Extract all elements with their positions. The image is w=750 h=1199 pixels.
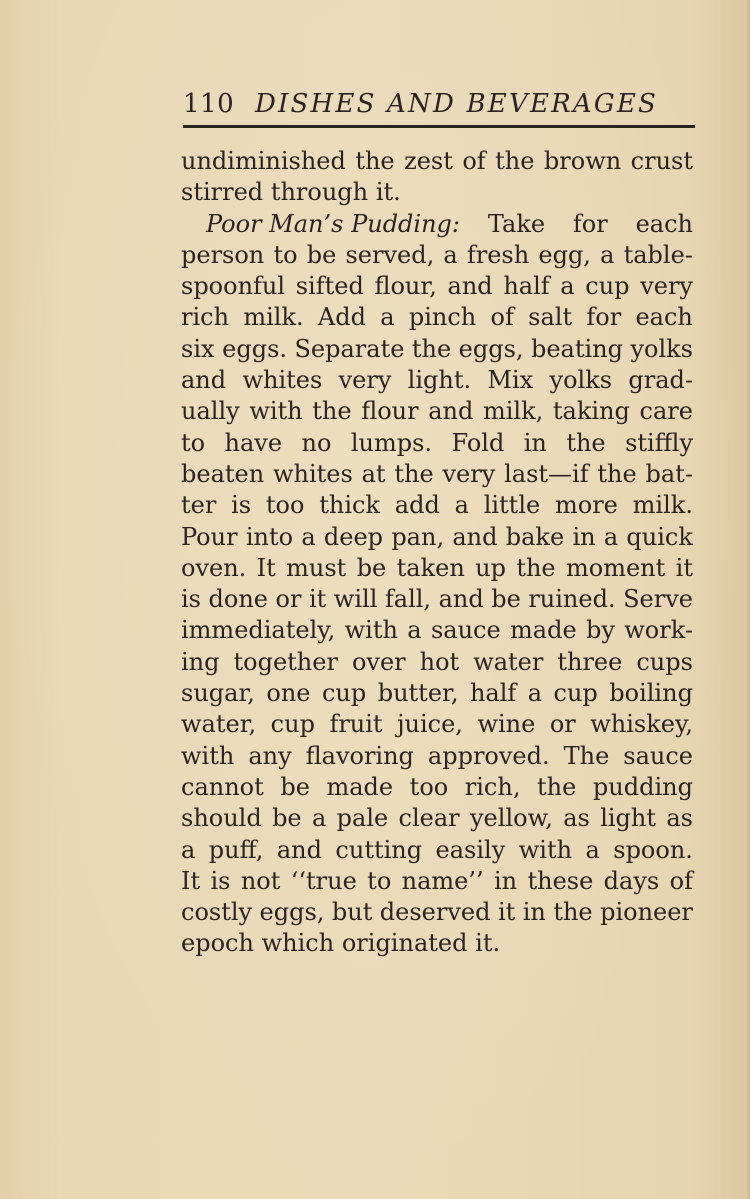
word: yellow, [470, 804, 553, 833]
word: taking [552, 397, 630, 426]
word: sauce [430, 616, 501, 645]
word: a [560, 272, 575, 301]
word: a [454, 491, 469, 520]
word: pudding [592, 772, 693, 801]
word: be [491, 585, 521, 614]
word: the [355, 147, 395, 175]
word: too [409, 772, 449, 801]
text-line [181, 553, 693, 584]
word: very [640, 272, 693, 301]
word: approved. [427, 741, 550, 770]
word: egg, [538, 240, 591, 269]
word: and [452, 522, 498, 551]
word: will [333, 585, 378, 614]
word: each [635, 209, 693, 238]
word: pan, [391, 522, 445, 551]
text-line [181, 209, 693, 240]
word: a [181, 835, 196, 864]
text-line [181, 177, 693, 208]
word: as [563, 804, 590, 833]
word: whiskey, [590, 710, 693, 739]
word: Take [487, 209, 546, 238]
word: thick [319, 491, 380, 520]
word: Add [317, 303, 366, 332]
word: rich, [464, 772, 521, 801]
text-line [181, 678, 693, 709]
word: through [270, 178, 369, 207]
word: name’’ [401, 866, 484, 895]
word: cup [585, 272, 630, 301]
word: a [603, 522, 619, 551]
word: deep [323, 522, 384, 551]
word: ter [181, 491, 217, 520]
word: spoonful [181, 272, 286, 301]
word: cup [553, 679, 598, 708]
word: up [475, 553, 506, 582]
word: boiling [609, 679, 693, 708]
word: hot [419, 647, 460, 676]
text-line [181, 365, 693, 396]
word: be [306, 240, 337, 269]
word: to [273, 240, 298, 269]
word: with [518, 835, 573, 864]
text-line [181, 835, 693, 866]
word: cups [636, 647, 693, 676]
word: work- [624, 616, 693, 645]
word: and [276, 835, 322, 864]
word: served, [345, 240, 435, 269]
word: The [563, 741, 610, 770]
word: one [266, 679, 311, 708]
word: quick [626, 522, 693, 551]
word: for [586, 303, 622, 332]
text-line [181, 490, 693, 521]
word: a [600, 240, 615, 269]
word: the [566, 428, 606, 457]
word: costly [181, 898, 253, 927]
word: wine [477, 710, 536, 739]
word: Mix [487, 366, 534, 395]
word: undiminished [181, 147, 346, 175]
word: little [483, 491, 541, 520]
word: taken [396, 553, 465, 582]
word: but [331, 898, 373, 927]
word: with [344, 616, 398, 645]
word: very [442, 459, 496, 488]
word: fall, [384, 585, 432, 614]
word: ing [181, 647, 220, 676]
word: of [669, 866, 693, 895]
word: or [275, 585, 302, 614]
word: together [233, 647, 338, 676]
word: whites [242, 366, 323, 395]
word: the [495, 147, 535, 175]
word: the [394, 459, 434, 488]
word: easily [435, 835, 506, 864]
word: is [231, 491, 252, 520]
word: beating [530, 334, 623, 363]
word: flour [361, 397, 419, 426]
word: or [549, 710, 576, 739]
word: oven. [181, 553, 247, 582]
word: sugar, [181, 679, 255, 708]
word: and [428, 397, 474, 426]
word: spoon. [613, 835, 693, 864]
word: cup [321, 679, 367, 708]
word: of [462, 147, 486, 175]
word: more [555, 491, 618, 520]
word: the [597, 459, 637, 488]
text-line [181, 302, 693, 333]
word: made [326, 772, 394, 801]
text-line [181, 271, 693, 302]
text-line [181, 803, 693, 834]
word: half [503, 272, 550, 301]
text-line [181, 240, 693, 271]
word: any [248, 741, 292, 770]
word: at [361, 459, 386, 488]
word: crust [630, 147, 693, 175]
word: have [224, 428, 283, 457]
word: last—if [504, 459, 589, 488]
text-line [181, 522, 693, 553]
word: very [338, 366, 392, 395]
word: water [473, 647, 544, 676]
text-line [181, 146, 693, 177]
word: sauce [623, 741, 693, 770]
page-header [183, 86, 695, 122]
word: be [280, 772, 310, 801]
word: the [553, 898, 593, 927]
word: in [523, 428, 547, 457]
word: eggs, [259, 898, 325, 927]
word: and [438, 585, 484, 614]
word: a [301, 522, 316, 551]
word: rich [181, 303, 230, 332]
word: It [181, 866, 201, 895]
text-line [181, 396, 693, 427]
text-line [181, 647, 693, 678]
word: cannot [181, 772, 264, 801]
word: a [443, 240, 458, 269]
word: add [394, 491, 440, 520]
word: six eggs. [181, 334, 288, 363]
word: each [635, 303, 693, 332]
word: flour, [374, 272, 437, 301]
word: over [351, 647, 406, 676]
word: to [181, 428, 206, 457]
word: a [311, 804, 327, 833]
word: pioneer [600, 898, 693, 927]
word: days [603, 866, 660, 895]
word: puff, [208, 835, 264, 864]
text-line [181, 928, 693, 959]
word: in [493, 866, 518, 895]
word: cup [270, 710, 315, 739]
word: it [308, 585, 327, 614]
word: of [490, 303, 514, 332]
word: ‘‘true [290, 866, 357, 895]
text-line [181, 615, 693, 646]
word: milk. [243, 303, 304, 332]
word: it. [375, 178, 401, 207]
word: to [367, 866, 392, 895]
word: Serve [623, 585, 693, 614]
word: it. [475, 929, 501, 958]
word: fresh [466, 240, 530, 269]
word: table- [623, 240, 693, 269]
word: three [557, 647, 623, 676]
text-line [181, 334, 693, 365]
text-line [181, 459, 693, 490]
word: as [666, 804, 693, 833]
word: a [585, 835, 600, 864]
word: made [510, 616, 577, 645]
word: yolks [630, 334, 693, 363]
word: it [675, 553, 693, 582]
word: a [527, 679, 543, 708]
word: milk. [632, 491, 693, 520]
word: into [245, 522, 294, 551]
word: for [572, 209, 608, 238]
word: flavoring [305, 741, 414, 770]
word: It [256, 553, 276, 582]
word: stiffly [625, 428, 693, 457]
word: should [181, 804, 262, 833]
word: clear [398, 804, 460, 833]
word: deserved [379, 898, 491, 927]
word: salt [528, 303, 573, 332]
text-line [181, 584, 693, 615]
word: too [265, 491, 305, 520]
word: the [537, 772, 577, 801]
word: brown [543, 147, 622, 175]
word: must [286, 553, 347, 582]
word: no [301, 428, 332, 457]
word: person [181, 240, 265, 269]
word: with [249, 397, 303, 426]
word: a [380, 303, 395, 332]
word: not [240, 866, 281, 895]
recipe-title: Poor Man’s Pudding: [206, 209, 461, 238]
word: and [447, 272, 493, 301]
word: by [586, 616, 615, 645]
word: be [356, 553, 387, 582]
word: is [210, 866, 231, 895]
word: these [527, 866, 594, 895]
word: eggs, [458, 334, 524, 363]
word: pinch [408, 303, 477, 332]
page-number: 110 [183, 89, 235, 119]
word: light [600, 804, 657, 833]
word: stirred [181, 178, 264, 207]
header-rule [183, 125, 695, 128]
text-line [181, 741, 693, 772]
word: fruit [329, 710, 383, 739]
word: half [469, 679, 517, 708]
running-head: DISHES AND BEVERAGES [255, 89, 659, 119]
word: is [181, 585, 201, 614]
word: whites [272, 459, 353, 488]
word: with [181, 741, 235, 770]
body-text [181, 146, 693, 960]
word: grad- [628, 366, 693, 395]
word: Pour [181, 522, 238, 551]
word: beaten [181, 459, 265, 488]
word: it [497, 898, 516, 927]
word: be [272, 804, 302, 833]
text-line [181, 772, 693, 803]
text-line [181, 866, 693, 897]
word: pale [336, 804, 389, 833]
word: cutting [335, 835, 423, 864]
word: and [181, 366, 227, 395]
word: done [208, 585, 268, 614]
word: light. [407, 366, 472, 395]
word: water, [181, 710, 257, 739]
word: care [639, 397, 693, 426]
word: immediately, [181, 616, 336, 645]
word: Separate [294, 334, 405, 363]
word: in [522, 898, 546, 927]
word: epoch [181, 929, 254, 958]
word: the [516, 553, 556, 582]
word: lumps. [350, 428, 433, 457]
text-line [181, 897, 693, 928]
word: sifted [295, 272, 364, 301]
word: Fold [451, 428, 505, 457]
word: ually [181, 397, 240, 426]
text-line [181, 709, 693, 740]
word: ruined. [528, 585, 616, 614]
word: milk, [482, 397, 544, 426]
word: in [572, 522, 596, 551]
text-line [181, 428, 693, 459]
word: the [312, 397, 352, 426]
word: yolks [549, 366, 613, 395]
word: a [407, 616, 422, 645]
word: the [411, 334, 452, 363]
word: bat- [645, 459, 693, 488]
word: zest [404, 147, 453, 175]
word: originated [341, 929, 468, 958]
word: bake [505, 522, 565, 551]
word: moment [566, 553, 666, 582]
word: butter, [377, 679, 459, 708]
word: which [261, 929, 335, 958]
page-edge-shadow [746, 0, 750, 1199]
word: juice, [397, 710, 463, 739]
